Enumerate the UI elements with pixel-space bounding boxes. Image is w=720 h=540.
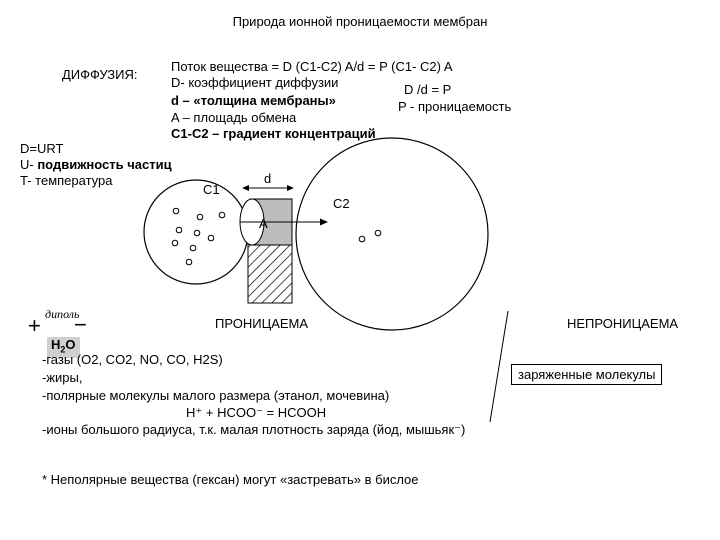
particle bbox=[172, 240, 178, 246]
diffusion-label: ДИФФУЗИЯ: bbox=[62, 67, 138, 82]
c2-label: C2 bbox=[333, 196, 350, 211]
particle bbox=[219, 212, 225, 218]
divider-line bbox=[490, 311, 508, 422]
water-subscript: 2 bbox=[60, 344, 66, 355]
flux-equation: Поток вещества = D (C1-C2) A/d = P (C1- C2) A bbox=[171, 59, 453, 74]
urt-formula: D=URT bbox=[20, 141, 64, 156]
a-label: A bbox=[259, 216, 268, 231]
gradient-text: C1-C2 – градиент концентраций bbox=[171, 126, 376, 141]
water-h: H bbox=[51, 337, 61, 352]
particle bbox=[186, 259, 192, 265]
permeable-item: -газы (O2, CO2, NO, CO, H2S) bbox=[42, 352, 223, 367]
particle bbox=[190, 245, 196, 251]
large-ions-text: -ионы большого радиуса, т.к. малая плотность заряда (йод, мышьяк⁻) bbox=[42, 422, 466, 437]
temperature-text: T- температура bbox=[20, 173, 113, 188]
permeable-item: -жиры, bbox=[42, 370, 83, 385]
flux-arrow-head bbox=[320, 219, 328, 226]
mobility-value bbox=[20, 157, 172, 172]
particle bbox=[176, 227, 182, 233]
water-o: O bbox=[65, 337, 76, 352]
permeable-heading: ПРОНИЦАЕМА bbox=[215, 316, 309, 331]
permeability-text: P - проницаемость bbox=[398, 99, 512, 114]
mobility-term: подвижность частиц bbox=[33, 157, 172, 172]
impermeable-heading: НЕПРОНИЦАЕМА bbox=[567, 316, 679, 331]
mobility-symbol: U- bbox=[20, 157, 34, 172]
particle bbox=[197, 214, 203, 220]
formic-acid-reaction: H⁺ + HCOO⁻ = HCOOH bbox=[186, 405, 327, 420]
footnote: * Неполярные вещества (гексан) могут «застревать» в бислое bbox=[42, 472, 419, 487]
charged-molecules-box: заряженные молекулы bbox=[511, 364, 662, 385]
dipole-label: диполь bbox=[45, 307, 80, 321]
particle bbox=[208, 235, 214, 241]
particle bbox=[375, 230, 381, 236]
permeable-item: -полярные молекулы малого размера (этанол, мочевина) bbox=[42, 388, 390, 403]
thickness-arrow-right-head bbox=[287, 185, 294, 191]
area-text: A – площадь обмена bbox=[171, 110, 297, 125]
permeability-relation: D /d = P bbox=[404, 82, 452, 97]
particles-c2 bbox=[359, 230, 381, 242]
particle bbox=[359, 236, 365, 242]
particle bbox=[173, 208, 179, 214]
particle bbox=[194, 230, 200, 236]
dipole-plus: + bbox=[28, 313, 41, 338]
membrane-support-block bbox=[248, 243, 292, 303]
dipole-minus: − bbox=[74, 312, 87, 337]
page-title: Природа ионной проницаемости мембран bbox=[232, 14, 488, 29]
thickness-text: d – «толщина мембраны» bbox=[171, 93, 336, 108]
c1-label: C1 bbox=[203, 182, 220, 197]
compartment-c2 bbox=[296, 138, 488, 330]
diffusion-coefficient-text: D- коэффициент диффузии bbox=[171, 75, 339, 90]
d-label: d bbox=[264, 171, 272, 186]
thickness-arrow-left-head bbox=[242, 185, 249, 191]
mobility-text bbox=[20, 157, 172, 172]
